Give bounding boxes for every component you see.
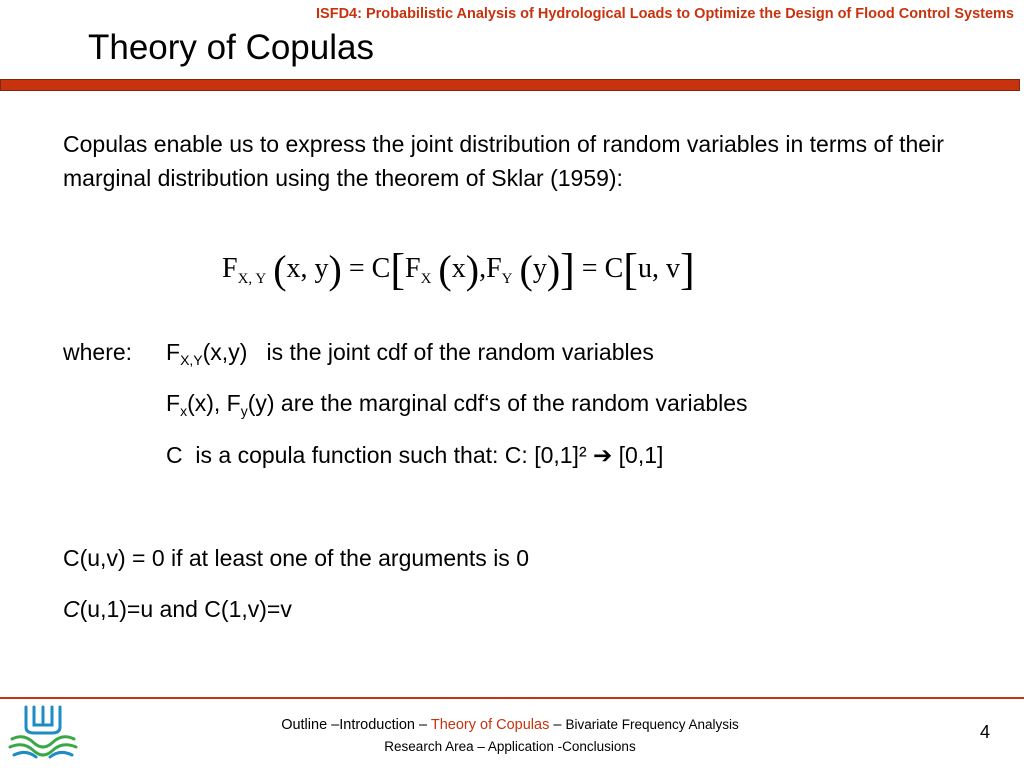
where-line-3: C is a copula function such that: C: [0,1]² ➔ [0,1] xyxy=(166,442,664,468)
formula-Fy: F xyxy=(486,253,502,284)
where-line-2: $F_x(x)$, $F_y(y)$ are the marginal cdf‘s of the random variables xyxy=(166,390,748,419)
university-logo xyxy=(4,703,82,763)
page-number: 4 xyxy=(980,722,991,742)
formula-F: F xyxy=(222,253,238,284)
formula-x: x xyxy=(451,253,466,284)
slide-title: Theory of Copulas xyxy=(88,28,374,67)
sklar-formula: $F_{X, Y}$ (x, $y) = C[F_X$ $(x),F_Y$ (y)] = C[u, v] xyxy=(222,245,695,294)
nav-theory-link[interactable]: Theory of Copulas xyxy=(430,717,550,733)
property-2: C(u,1)=u and C(1,v)=v xyxy=(63,596,292,622)
formula-Fx: F xyxy=(404,253,421,284)
formula-y: y xyxy=(532,253,547,284)
nav-bivariate-link[interactable]: Bivariate Frequency Analysis xyxy=(565,717,739,732)
footer-nav-line-1: Outline –Introduction – Theory of Copulas – Bivariate Frequency Analysis xyxy=(281,717,739,733)
formula-uv: u, v xyxy=(637,253,680,284)
formula-sub-xy: X, Y xyxy=(237,271,267,287)
formula-xy: x, y xyxy=(286,253,329,284)
footer-nav xyxy=(200,714,820,758)
footer-rule xyxy=(0,697,1024,699)
where-label: where: xyxy=(63,339,133,365)
formula-C-1: C xyxy=(371,253,391,284)
header-title: ISFD4: Probabilistic Analysis of Hydrological Loads to Optimize the Design of Flood Control Systems xyxy=(316,6,1014,22)
title-bar xyxy=(0,79,1020,91)
formula-comma: , xyxy=(479,253,487,284)
property-1: C(u,v) = 0 if at least one of the arguments is 0 xyxy=(63,545,529,571)
formula-C-2: C xyxy=(604,253,624,284)
arrow-icon: ➔ xyxy=(593,442,613,468)
formula-sub-y: Y xyxy=(501,271,513,287)
formula-sub-x: X xyxy=(420,271,432,287)
intro-text: Copulas enable us to express the joint distribution of random variables in terms of their marginal distribution using the theorem of Sklar (1959): xyxy=(63,131,944,191)
nav-outline-intro-link[interactable]: Outline –Introduction – xyxy=(281,717,431,733)
footer-nav-line-2[interactable]: Research Area – Application -Conclusions xyxy=(384,739,636,754)
formula-eq-1: = xyxy=(348,253,365,284)
formula-eq-2: = xyxy=(581,253,598,284)
where-line-1: $F_{X,Y}(x,y)$ is the joint cdf of the random variables xyxy=(166,339,654,368)
